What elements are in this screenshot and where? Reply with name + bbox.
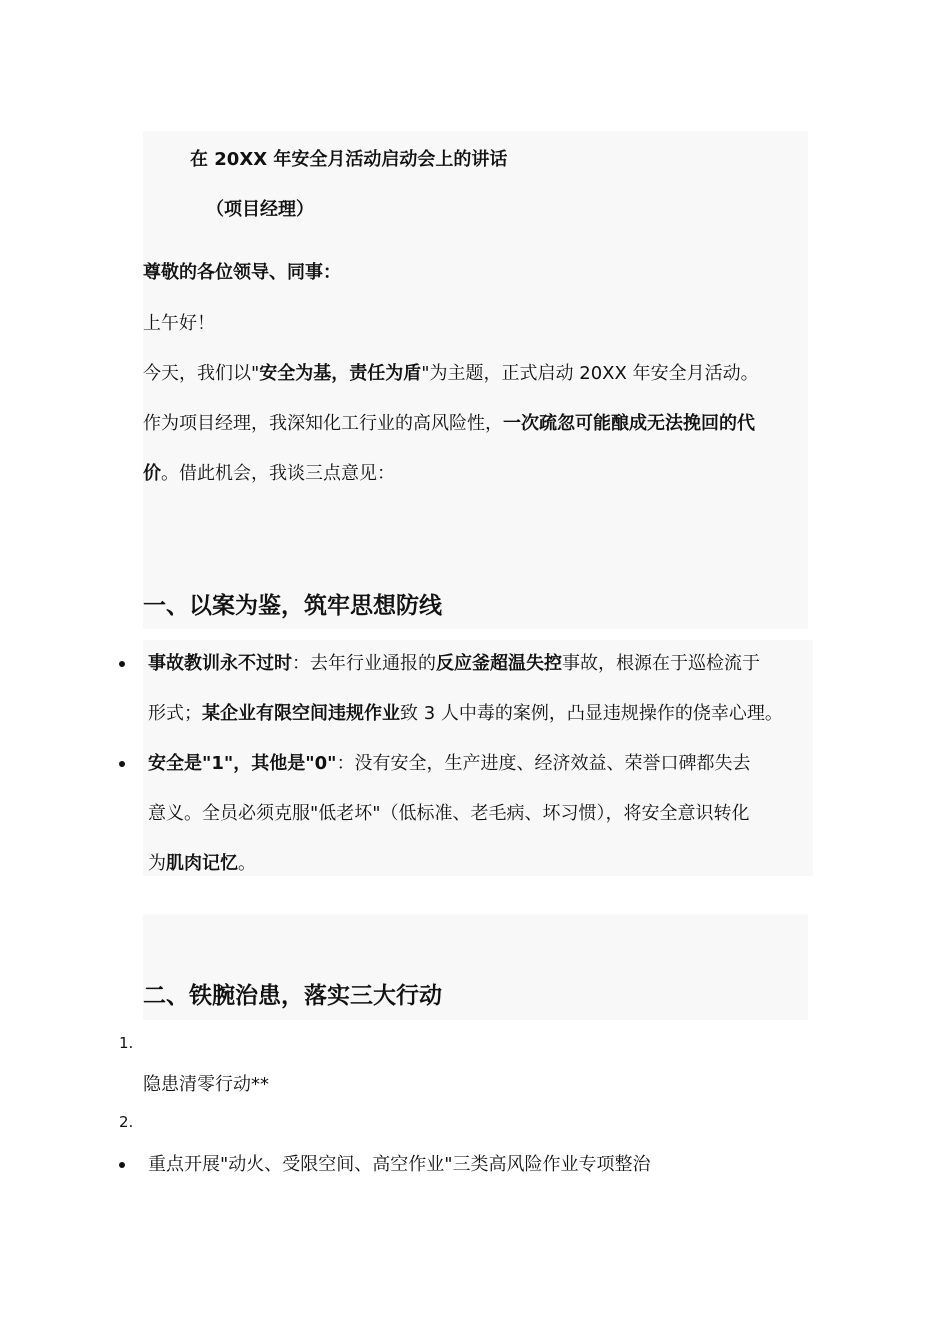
list-item-1: 隐患清零行动**: [143, 1074, 269, 1095]
intro-line-2: [143, 411, 755, 437]
section2-heading: 二、铁腕治患，落实三大行动: [143, 983, 442, 1009]
bullet-text: 事故，根源在于巡检流于: [562, 653, 760, 674]
intro-emphasis: 一次疏忽可能酿成无法挽回的代: [503, 413, 755, 434]
section1-bullet2-line2: [148, 801, 750, 827]
bullet-emphasis: 肌肉记忆: [166, 853, 238, 874]
section1-bullet1-line2: [148, 701, 783, 727]
section2-bullet1: 重点开展"动火、受限空间、高空作业"三类高风险作业专项整治: [148, 1154, 651, 1175]
document-title: 在 20XX 年安全月活动启动会上的讲话: [190, 149, 508, 170]
document-subtitle: （项目经理）: [206, 199, 314, 220]
intro-theme: 安全为基，责任为盾: [259, 363, 422, 384]
greeting: 上午好！: [143, 313, 215, 334]
list-number-2: 2.: [119, 1113, 134, 1131]
intro-text: 今天，我们以": [143, 363, 260, 384]
bullet-dot: [119, 1162, 125, 1168]
bullet-text: ：没有安全，生产进度、经济效益、荣誉口碑都失去: [336, 753, 751, 774]
intro-emphasis: 价: [143, 463, 161, 484]
intro-line-3: [143, 461, 395, 487]
bullet-text: 形式；: [148, 703, 202, 724]
bullet-lead: 安全是"1"，其他是"0": [148, 753, 337, 774]
salutation: 尊敬的各位领导、同事：: [143, 262, 341, 283]
intro-line-1: [143, 361, 759, 387]
list-number-1: 1.: [119, 1034, 134, 1052]
bullet-emphasis: 某企业有限空间违规作业: [202, 703, 400, 724]
intro-text: "为主题，正式启动 20XX 年安全月活动。: [421, 363, 759, 384]
section1-bullet2-line1: [148, 751, 751, 777]
section1-bullet1-line1: [148, 651, 760, 677]
intro-text: 作为项目经理，我深知化工行业的高风险性，: [143, 413, 503, 434]
bullet-dot: [119, 761, 125, 767]
section1-heading: 一、以案为鉴，筑牢思想防线: [143, 593, 442, 619]
bullet-emphasis: 反应釜超温失控: [436, 653, 562, 674]
intro-text: 。借此机会，我谈三点意见：: [161, 463, 395, 484]
bullet-text: 。: [238, 853, 256, 874]
bullet-lead: 事故教训永不过时: [148, 653, 292, 674]
bullet-text: 意义。全员必须克服"低老坏"（低标准、老毛病、坏习惯），将安全意识转化: [148, 803, 750, 824]
bullet-text: 致 3 人中毒的案例，凸显违规操作的侥幸心理。: [400, 703, 783, 724]
section1-bullet2-line3: [148, 851, 256, 877]
bullet-text: ：去年行业通报的: [292, 653, 436, 674]
bullet-text: 为: [148, 853, 166, 874]
bullet-dot: [119, 661, 125, 667]
